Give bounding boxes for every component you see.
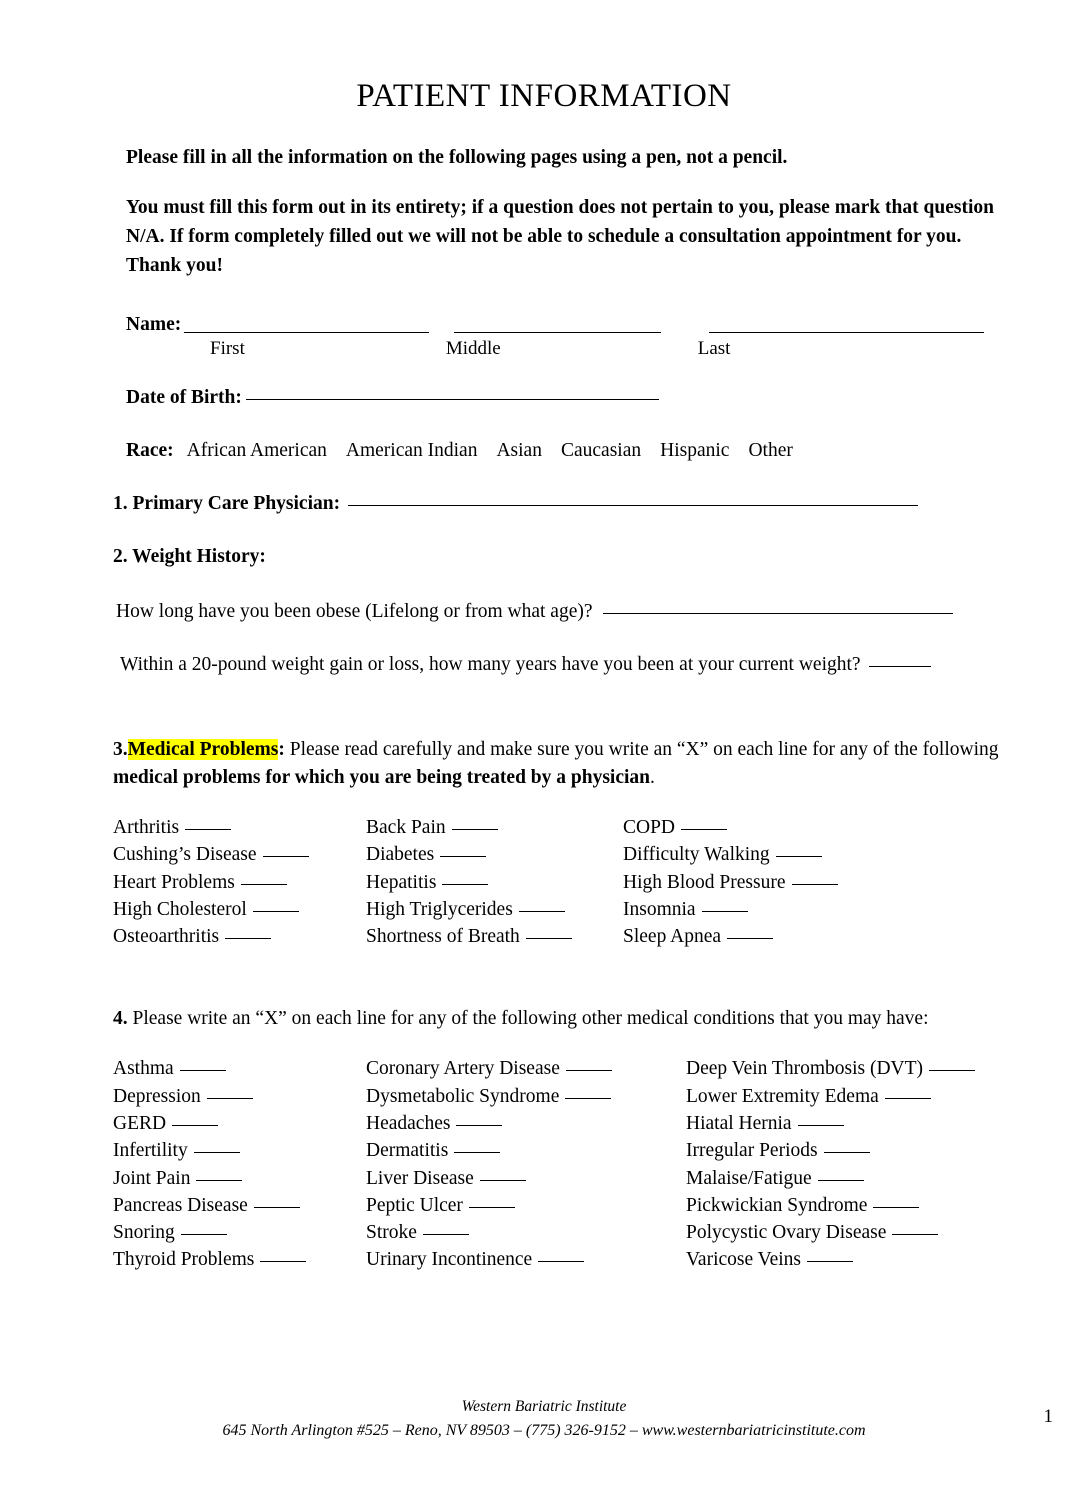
checklist-item[interactable] bbox=[366, 1137, 686, 1164]
other-conditions-checklist bbox=[0, 1055, 1088, 1273]
checklist-item-label: Pickwickian Syndrome bbox=[686, 1194, 868, 1216]
race-option-african-american[interactable]: African American bbox=[186, 440, 327, 462]
checklist-item[interactable] bbox=[113, 1110, 366, 1137]
checklist-item[interactable] bbox=[686, 1137, 1088, 1164]
checklist-item-label: High Triglycerides bbox=[366, 898, 513, 920]
checklist-item[interactable] bbox=[113, 1137, 366, 1164]
checklist-item-blank[interactable] bbox=[181, 1234, 227, 1235]
question-4-heading bbox=[0, 1008, 1088, 1030]
race-option-other[interactable]: Other bbox=[748, 440, 793, 462]
checklist-item-blank[interactable] bbox=[792, 884, 838, 885]
checklist-item-label: Heart Problems bbox=[113, 871, 235, 893]
checklist-item-blank[interactable] bbox=[873, 1207, 919, 1208]
checklist-item-blank[interactable] bbox=[225, 938, 271, 939]
checklist-item-blank[interactable] bbox=[892, 1234, 938, 1235]
obesity-duration-input[interactable] bbox=[603, 613, 953, 614]
checklist-item[interactable] bbox=[623, 841, 1088, 868]
first-name-caption: First bbox=[210, 338, 245, 360]
checklist-item-blank[interactable] bbox=[180, 1070, 226, 1071]
question-2 bbox=[0, 546, 1088, 568]
checklist-item-label: Difficulty Walking bbox=[623, 844, 770, 866]
checklist-item[interactable] bbox=[366, 814, 623, 841]
medical-problems-checklist bbox=[0, 814, 1088, 950]
checklist-item-blank[interactable] bbox=[423, 1234, 469, 1235]
checklist-item-blank[interactable] bbox=[454, 1152, 500, 1153]
dob-field-group bbox=[0, 387, 1088, 409]
checklist-item-blank[interactable] bbox=[681, 829, 727, 830]
checklist-item-blank[interactable] bbox=[727, 938, 773, 939]
checklist-item[interactable] bbox=[113, 1219, 366, 1246]
question-2-sub-1 bbox=[0, 601, 1088, 623]
checklist-item[interactable] bbox=[366, 869, 623, 896]
checklist-item-label: Pancreas Disease bbox=[113, 1194, 248, 1216]
checklist-item-blank[interactable] bbox=[566, 1070, 612, 1071]
checklist-item-blank[interactable] bbox=[480, 1180, 526, 1181]
checklist-item-label: Cushing’s Disease bbox=[113, 844, 257, 866]
checklist-item-blank[interactable] bbox=[526, 938, 572, 939]
checklist-item-label: Stroke bbox=[366, 1222, 417, 1244]
checklist-item[interactable] bbox=[113, 1165, 366, 1192]
checklist-item[interactable] bbox=[623, 814, 1088, 841]
page-number: 1 bbox=[1043, 1406, 1053, 1427]
checklist-item-blank[interactable] bbox=[818, 1180, 864, 1181]
checklist-item-label: Varicose Veins bbox=[686, 1249, 801, 1271]
question-1 bbox=[0, 493, 1088, 515]
current-weight-years-label: Within a 20-pound weight gain or loss, how many years have you been at your current weight? bbox=[120, 654, 861, 676]
checklist-item-blank[interactable] bbox=[440, 856, 486, 857]
primary-care-physician-input[interactable] bbox=[348, 505, 918, 506]
checklist-item-label: Snoring bbox=[113, 1222, 175, 1244]
checklist-item[interactable] bbox=[623, 923, 1088, 950]
checklist-item-blank[interactable] bbox=[172, 1125, 218, 1126]
checklist-item[interactable] bbox=[113, 923, 366, 950]
checklist-item[interactable] bbox=[686, 1192, 1088, 1219]
checklist-item[interactable] bbox=[366, 1055, 686, 1082]
checklist-item[interactable] bbox=[366, 1246, 686, 1273]
checklist-item-label: Lower Extremity Edema bbox=[686, 1085, 879, 1107]
checklist-item-blank[interactable] bbox=[260, 1261, 306, 1262]
checklist-item[interactable] bbox=[113, 1246, 366, 1273]
page-footer bbox=[0, 1396, 1088, 1442]
footer-organization: Western Bariatric Institute bbox=[461, 1398, 627, 1416]
checklist-item-label: Back Pain bbox=[366, 816, 446, 838]
checklist-item-label: High Blood Pressure bbox=[623, 871, 786, 893]
checklist-item-blank[interactable] bbox=[456, 1125, 502, 1126]
checklist-item[interactable] bbox=[366, 1192, 686, 1219]
checklist-item-blank[interactable] bbox=[442, 884, 488, 885]
checklist-item-blank[interactable] bbox=[929, 1070, 975, 1071]
checklist-item[interactable] bbox=[686, 1246, 1088, 1273]
dob-label: Date of Birth: bbox=[126, 387, 242, 409]
checklist-item[interactable] bbox=[366, 896, 623, 923]
checklist-item-label: Dysmetabolic Syndrome bbox=[366, 1085, 560, 1107]
checklist-item-blank[interactable] bbox=[469, 1207, 515, 1208]
checklist-item-blank[interactable] bbox=[263, 856, 309, 857]
checklist-item-label: Hiatal Hernia bbox=[686, 1113, 792, 1134]
checklist-item-blank[interactable] bbox=[702, 911, 748, 912]
middle-name-input[interactable] bbox=[454, 332, 661, 333]
checklist-item[interactable] bbox=[623, 896, 1088, 923]
race-option-american-indian[interactable]: American Indian bbox=[345, 440, 478, 462]
checklist-item-label: Sleep Apnea bbox=[623, 926, 722, 948]
checklist-item[interactable] bbox=[686, 1083, 1088, 1110]
checklist-item[interactable] bbox=[113, 1192, 366, 1219]
checklist-item-label: Asthma bbox=[113, 1058, 174, 1080]
obesity-duration-label: How long have you been obese (Lifelong or from what age)? bbox=[116, 601, 593, 623]
form-page bbox=[0, 78, 1088, 1486]
checklist-item-label: Malaise/Fatigue bbox=[686, 1167, 812, 1189]
race-option-hispanic[interactable]: Hispanic bbox=[660, 440, 730, 462]
checklist-item-label: Hepatitis bbox=[366, 871, 437, 893]
checklist-item-label: COPD bbox=[623, 816, 676, 838]
footer-address: 645 North Arlington #525 – Reno, NV 89503 – (775) 326-9152 – www.westernbariatricinstitute.com bbox=[222, 1421, 866, 1439]
checklist-item[interactable] bbox=[366, 1083, 686, 1110]
race-option-caucasian[interactable]: Caucasian bbox=[560, 440, 642, 462]
checklist-item-label: Liver Disease bbox=[366, 1167, 474, 1189]
first-name-input[interactable] bbox=[184, 332, 429, 333]
checklist-item-blank[interactable] bbox=[798, 1125, 844, 1126]
checklist-item[interactable] bbox=[686, 1165, 1088, 1192]
checklist-item-blank[interactable] bbox=[207, 1098, 253, 1099]
checklist-item-label: Polycystic Ovary Disease bbox=[686, 1222, 887, 1244]
checklist-item[interactable] bbox=[623, 869, 1088, 896]
question-1-label: 1. Primary Care Physician: bbox=[113, 493, 341, 515]
race-label: Race: bbox=[126, 440, 174, 462]
question-3-number: 3. bbox=[113, 739, 128, 761]
last-name-caption: Last bbox=[697, 338, 731, 360]
question-4-text: Please write an “X” on each line for any of the following other medical conditions that you may have: bbox=[132, 1008, 929, 1030]
checklist-item-label: Depression bbox=[113, 1085, 201, 1107]
checklist-item-blank[interactable] bbox=[519, 911, 565, 912]
question-3-text-end: . bbox=[650, 767, 655, 789]
intro-block bbox=[0, 145, 1088, 280]
checklist-item-label: Insomnia bbox=[623, 898, 696, 920]
medical-problems-highlight: Medical Problems bbox=[127, 739, 279, 761]
question-3-text-part1: Please read carefully and make sure you write an “X” on each line for any of the following bbox=[289, 739, 999, 761]
checklist-item-label: Thyroid Problems bbox=[113, 1249, 255, 1271]
checklist-item-blank[interactable] bbox=[565, 1098, 611, 1099]
checklist-item-label: Headaches bbox=[366, 1113, 451, 1134]
checklist-item[interactable] bbox=[366, 1219, 686, 1246]
checklist-item[interactable] bbox=[366, 841, 623, 868]
checklist-item-label: Diabetes bbox=[366, 844, 435, 866]
checklist-item-blank[interactable] bbox=[824, 1152, 870, 1153]
checklist-item-label: High Cholesterol bbox=[113, 898, 247, 920]
race-field-group bbox=[0, 440, 1088, 462]
checklist-item-blank[interactable] bbox=[538, 1261, 584, 1262]
checklist-item[interactable] bbox=[113, 841, 366, 868]
question-2-label: 2. Weight History: bbox=[113, 546, 266, 568]
checklist-item-label: GERD bbox=[113, 1113, 167, 1134]
checklist-item-label: Urinary Incontinence bbox=[366, 1249, 533, 1271]
middle-name-caption: Middle bbox=[445, 338, 501, 360]
checklist-item-blank[interactable] bbox=[885, 1098, 931, 1099]
question-3-colon: : bbox=[278, 739, 285, 761]
checklist-item[interactable] bbox=[686, 1110, 1088, 1137]
name-field-group bbox=[0, 314, 1088, 360]
checklist-item-label: Joint Pain bbox=[113, 1167, 191, 1189]
name-label: Name: bbox=[126, 314, 182, 336]
checklist-item[interactable] bbox=[113, 869, 366, 896]
checklist-item-blank[interactable] bbox=[185, 829, 231, 830]
checklist-item-label: Shortness of Breath bbox=[366, 926, 520, 948]
race-option-asian[interactable]: Asian bbox=[496, 440, 542, 462]
instruction-paragraph: You must fill this form out in its entirety; if a question does not pertain to you, please mark that question N/A. If form completely filled out we will not be able to schedule a consultation appointment for you. Thank you! bbox=[126, 197, 994, 276]
question-3-bold-part: medical problems for which you are being treated by a physician bbox=[113, 767, 650, 789]
page-title: PATIENT INFORMATION bbox=[356, 78, 732, 114]
checklist-item-blank[interactable] bbox=[776, 856, 822, 857]
checklist-item-blank[interactable] bbox=[254, 1207, 300, 1208]
checklist-item[interactable] bbox=[686, 1219, 1088, 1246]
checklist-item-blank[interactable] bbox=[452, 829, 498, 830]
current-weight-years-input[interactable] bbox=[869, 666, 931, 667]
dob-input[interactable] bbox=[246, 399, 659, 400]
checklist-item-blank[interactable] bbox=[253, 911, 299, 912]
question-4-number: 4. bbox=[113, 1008, 128, 1030]
checklist-item-label: Arthritis bbox=[113, 816, 180, 838]
checklist-item-blank[interactable] bbox=[807, 1261, 853, 1262]
question-2-sub-2 bbox=[0, 654, 1088, 676]
checklist-item[interactable] bbox=[113, 1083, 366, 1110]
checklist-item[interactable] bbox=[686, 1055, 1088, 1082]
question-3-heading bbox=[0, 736, 1088, 792]
instruction-line: Please fill in all the information on the following pages using a pen, not a pencil. bbox=[126, 147, 788, 169]
checklist-item-blank[interactable] bbox=[194, 1152, 240, 1153]
checklist-item[interactable] bbox=[366, 1110, 686, 1137]
race-options bbox=[174, 440, 793, 461]
checklist-item[interactable] bbox=[113, 1055, 366, 1082]
checklist-item-label: Irregular Periods bbox=[686, 1140, 818, 1162]
checklist-item-label: Peptic Ulcer bbox=[366, 1194, 463, 1216]
checklist-item[interactable] bbox=[366, 1165, 686, 1192]
checklist-item-label: Deep Vein Thrombosis (DVT) bbox=[686, 1058, 924, 1080]
last-name-input[interactable] bbox=[709, 332, 984, 333]
checklist-item-blank[interactable] bbox=[241, 884, 287, 885]
checklist-item-blank[interactable] bbox=[196, 1180, 242, 1181]
checklist-item[interactable] bbox=[113, 814, 366, 841]
checklist-item[interactable] bbox=[366, 923, 623, 950]
checklist-item-label: Osteoarthritis bbox=[113, 926, 220, 948]
checklist-item-label: Coronary Artery Disease bbox=[366, 1058, 560, 1080]
checklist-item-label: Infertility bbox=[113, 1140, 188, 1162]
checklist-item-label: Dermatitis bbox=[366, 1140, 449, 1162]
checklist-item[interactable] bbox=[113, 896, 366, 923]
